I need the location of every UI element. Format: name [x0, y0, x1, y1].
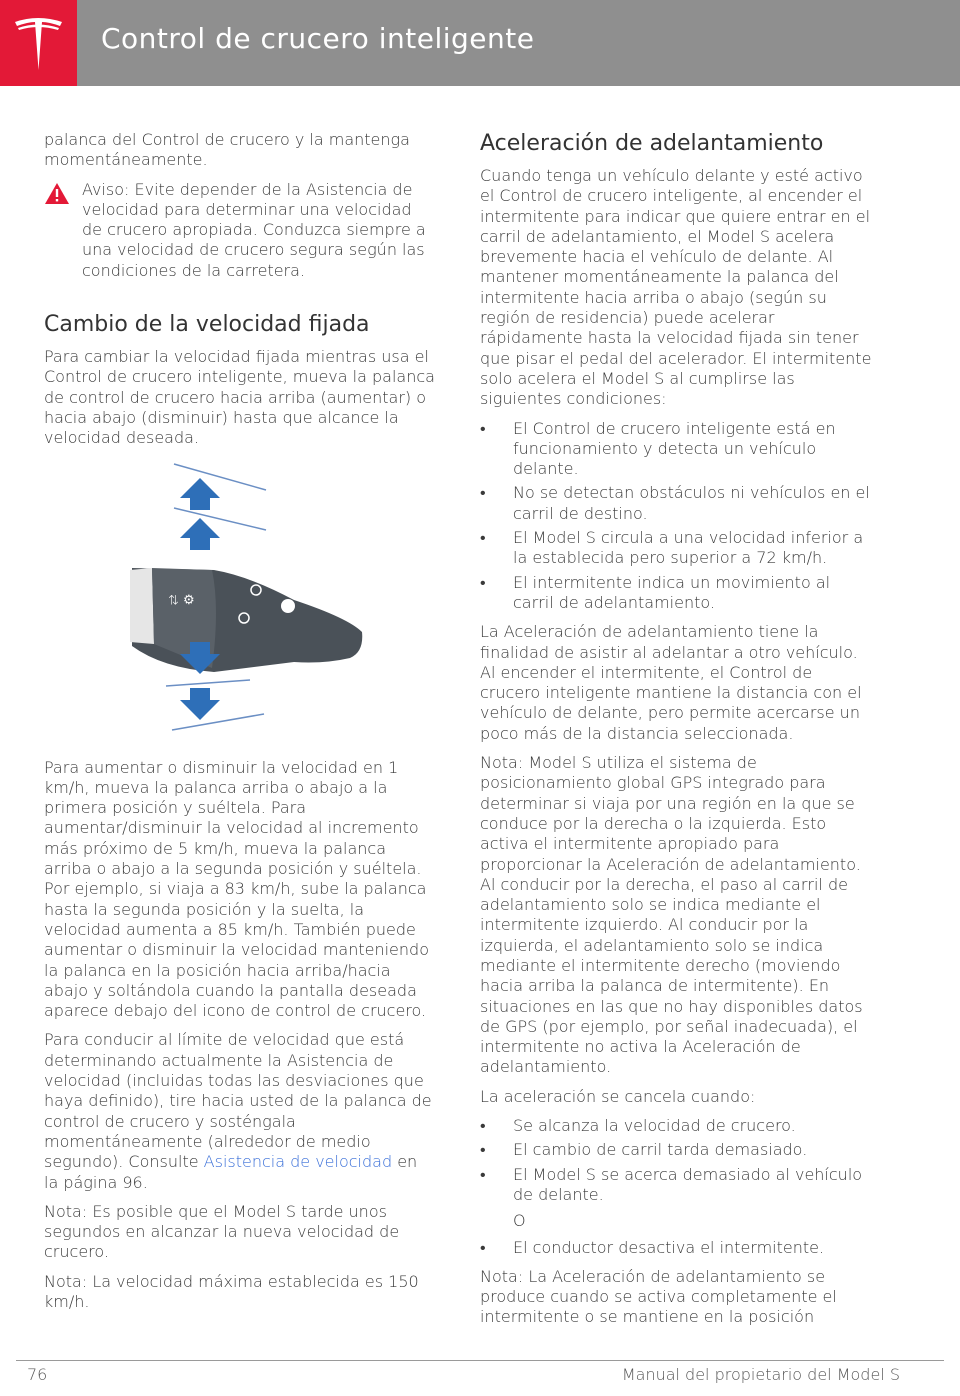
- arrow-down-icon: [180, 688, 220, 720]
- guide-line: [174, 508, 266, 530]
- list-item: • El Control de crucero inteligente está en funcionamiento y detecta un vehículo delante.: [480, 418, 836, 479]
- paragraph-finalidad: La Aceleración de adelantamiento tiene la finalidad de asistir al adelantar a otro vehículo. Al encender el intermitente, el Control de crucero inteligente mantiene la distancia con el vehículo de delante, pero permite acercarse un poco más de la distancia seleccionada.: [480, 622, 862, 743]
- list-item: • El conductor desactiva el intermitente.: [480, 1237, 825, 1257]
- intro-paragraph: palanca del Control de crucero y la mantenga momentáneamente.: [44, 130, 410, 170]
- page-header: [0, 0, 960, 86]
- list-item: • El Model S circula a una velocidad inferior a la establecida pero superior a 72 km/h.: [480, 528, 864, 568]
- warning-icon: [44, 182, 70, 205]
- stalk-illustration: [44, 458, 436, 738]
- list-item: • El intermitente indica un movimiento al carril de adelantamiento.: [480, 572, 831, 612]
- arrow-up-icon: [180, 518, 220, 550]
- warning-block: [44, 180, 436, 281]
- stalk-tip: [130, 568, 154, 644]
- page-number: 76: [27, 1365, 48, 1384]
- right-column: [480, 130, 872, 1337]
- note-2: Nota: La velocidad máxima establecida es 150 km/h.: [44, 1271, 419, 1311]
- tesla-logo: [0, 0, 77, 86]
- manual-name: Manual del propietario del Model S: [621, 1365, 900, 1384]
- heading-cambio: Cambio de la velocidad fijada: [44, 312, 370, 338]
- or-separator: O: [513, 1211, 526, 1231]
- cancel-list-last: [480, 1238, 872, 1258]
- note-gps: Nota: Model S utiliza el sistema de posicionamiento global GPS integrado para determinar si viaja por una región en la que se conduce por la derecha o la izquierda. Esto activa el intermitente apropiado para proporcionar la Aceleración de adelantamiento. Al conducir por la derecha, el paso al carril de adelantamiento solo se indica mediante el intermitente izquierdo. Al conducir por la izquierda, el adelantamiento solo se indica mediante el intermitente derecho (moviendo hacia arriba la palanca de intermitente). En situaciones en las que no hay disponibles datos de GPS (por ejemplo, por señal inadecuada), el intermitente no activa la Aceleración de adelantamiento.: [480, 753, 863, 1077]
- list-item: • Se alcanza la velocidad de crucero.: [480, 1116, 796, 1136]
- heading-aceleracion: Aceleración de adelantamiento: [480, 131, 824, 156]
- limite-text-b: en la página 96.: [44, 1152, 418, 1192]
- list-item: • El cambio de carril tarda demasiado.: [480, 1140, 808, 1160]
- cruise-icon: [281, 599, 295, 613]
- guide-line: [172, 714, 264, 730]
- paragraph-limite: [44, 1030, 436, 1192]
- conditions-list: [480, 419, 872, 614]
- left-column: [44, 130, 436, 1321]
- guide-line: [174, 464, 266, 490]
- list-item: • No se detectan obstáculos ni vehículos en el carril de destino.: [480, 483, 870, 523]
- limite-text-a: Para conducir al límite de velocidad que está determinando actualmente la Asistencia de velocidad (incluidas todas las desviaciones que haya definido), tire hacia usted de la palanca de control de crucero y sosténgala momentáneamente (alrededor de medio segundo). Consulte: [44, 1030, 432, 1172]
- note-final: Nota: La Aceleración de adelantamiento se produce cuando se activa completamente el intermitente o se mantiene en la posición: [480, 1266, 837, 1327]
- cancel-list: [480, 1116, 872, 1205]
- paragraph-aceleracion: Cuando tenga un vehículo delante y esté activo el Control de crucero inteligente, al encender el intermitente para indicar que quiere entrar en el carril de adelantamiento, el Model S acelera brevemente hacia el vehículo de delante. Al mantener momentáneamente la palanca del intermitente hacia arriba o abajo (según su región de residencia) puede acelerar rápidamente hasta la velocidad fijada sin tener que pisar el pedal del acelerador. El intermitente solo acelera el Model S al cumplirse las siguientes condiciones:: [480, 166, 872, 409]
- speed-assist-link[interactable]: Asistencia de velocidad: [203, 1152, 393, 1172]
- guide-line: [166, 680, 250, 686]
- footer-divider: [16, 1360, 944, 1361]
- list-item: • El Model S se acerca demasiado al vehículo de delante.: [480, 1164, 863, 1204]
- warning-text: Aviso: Evite depender de la Asistencia de velocidad para determinar una velocidad de crucero apropiada. Conduzca siempre a una velocidad de crucero segura según las condiciones de la carretera.: [82, 179, 426, 280]
- tesla-logo-icon: [13, 16, 64, 72]
- paragraph-cambio: Para cambiar la velocidad fijada mientras usa el Control de crucero inteligente, mueva la palanca de control de crucero hacia arriba (aumentar) o hacia abajo (disminuir) hasta que alcance la velocidad deseada.: [44, 347, 435, 448]
- page-title: Control de crucero inteligente: [101, 22, 535, 55]
- paragraph-aumentar: Para aumentar o disminuir la velocidad en 1 km/h, mueva la palanca arriba o abajo a la primera posición y suéltela. Para aumentar/disminuir la velocidad al incremento más próximo de 5 km/h, mueva la palanca arriba o abajo a la segunda posición y suéltela. Por ejemplo, si viaja a 83 km/h, sube la palanca hasta la segunda posición y la suelta, la velocidad aumenta a 85 km/h. También puede aumentar o disminuir la velocidad manteniendo la palanca en la posición hacia arriba/hacia abajo y soltándola cuando la pantalla deseada aparece debajo del icono de control de crucero.: [44, 757, 429, 1021]
- paragraph-cancela: La aceleración se cancela cuando:: [480, 1086, 756, 1106]
- note-1: Nota: Es posible que el Model S tarde unos segundos en alcanzar la nueva velocidad de crucero.: [44, 1201, 400, 1262]
- svg-text:⇅ ⚙: ⇅ ⚙: [168, 592, 195, 608]
- arrow-up-icon: [180, 478, 220, 510]
